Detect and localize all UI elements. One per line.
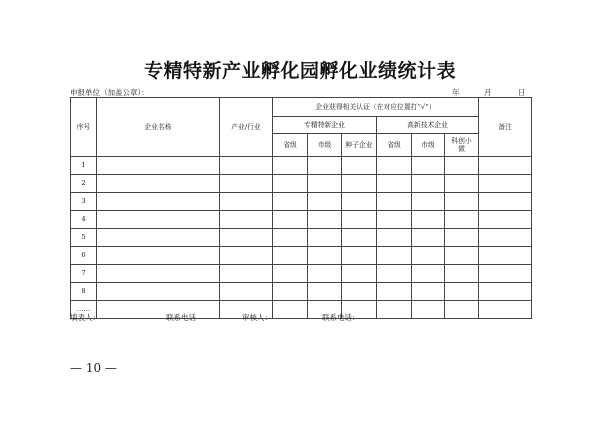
check-cell[interactable] (308, 193, 342, 211)
check-cell[interactable] (377, 247, 412, 265)
check-cell[interactable] (412, 157, 445, 175)
table-row (71, 211, 532, 229)
row-number: 7 (71, 265, 97, 283)
check-cell[interactable] (308, 175, 342, 193)
row-number: 8 (71, 283, 97, 301)
company-name-cell[interactable] (97, 265, 220, 283)
table-title: 专精特新产业孵化园孵化业绩统计表 (143, 60, 456, 82)
check-cell[interactable] (342, 283, 377, 301)
company-name-cell[interactable] (97, 175, 220, 193)
incubation-performance-table (70, 97, 532, 319)
check-cell[interactable] (308, 265, 342, 283)
remarks-cell[interactable] (479, 211, 532, 229)
header-hightech-provincial: 省级 (377, 134, 412, 157)
table-row (71, 157, 532, 175)
filler-label: 填表人： (70, 313, 100, 322)
check-cell[interactable] (273, 229, 308, 247)
row-number: 1 (71, 157, 97, 175)
industry-cell[interactable] (220, 247, 273, 265)
check-cell[interactable] (445, 283, 479, 301)
header-certification-group: 企业获得相关认证（在对应位置打“√”） (273, 98, 479, 117)
row-number: 4 (71, 211, 97, 229)
check-cell[interactable] (273, 283, 308, 301)
remarks-cell[interactable] (479, 229, 532, 247)
table-row (71, 265, 532, 283)
remarks-cell[interactable] (479, 265, 532, 283)
header-specialized-provincial: 省级 (273, 134, 308, 157)
check-cell[interactable] (445, 247, 479, 265)
check-cell[interactable] (342, 265, 377, 283)
check-cell[interactable] (273, 157, 308, 175)
industry-cell[interactable] (220, 157, 273, 175)
company-name-cell[interactable] (97, 247, 220, 265)
check-cell[interactable] (412, 283, 445, 301)
check-cell[interactable] (342, 229, 377, 247)
remarks-cell[interactable] (479, 193, 532, 211)
header-hightech-group: 高新技术企业 (377, 117, 479, 134)
year-label: 年 (452, 88, 460, 97)
check-cell[interactable] (377, 211, 412, 229)
check-cell[interactable] (377, 175, 412, 193)
remarks-cell[interactable] (479, 157, 532, 175)
header-hightech-municipal: 市级 (412, 134, 445, 157)
check-cell[interactable] (412, 175, 445, 193)
check-cell[interactable] (445, 193, 479, 211)
check-cell[interactable] (273, 175, 308, 193)
company-name-cell[interactable] (97, 283, 220, 301)
check-cell[interactable] (412, 229, 445, 247)
check-cell[interactable] (445, 265, 479, 283)
check-cell[interactable] (308, 229, 342, 247)
month-label: 月 (484, 88, 492, 97)
industry-cell[interactable] (220, 211, 273, 229)
page-number: — 10 — (70, 361, 117, 375)
remarks-cell[interactable] (479, 283, 532, 301)
header-company-name: 企业名称 (97, 98, 220, 157)
header-remarks: 备注 (479, 98, 532, 157)
company-name-cell[interactable] (97, 211, 220, 229)
header-seed-enterprise: 种子企业 (342, 134, 377, 157)
check-cell[interactable] (445, 229, 479, 247)
check-cell[interactable] (342, 211, 377, 229)
check-cell[interactable] (412, 193, 445, 211)
header-sci-tech-micro: 科创小 微 (445, 134, 479, 157)
company-name-cell[interactable] (97, 229, 220, 247)
check-cell[interactable] (445, 175, 479, 193)
industry-cell[interactable] (220, 229, 273, 247)
check-cell[interactable] (412, 265, 445, 283)
check-cell[interactable] (445, 211, 479, 229)
row-number: 3 (71, 193, 97, 211)
signature-footer (70, 312, 532, 324)
table-row (71, 283, 532, 301)
header-seq: 序号 (71, 98, 97, 157)
check-cell[interactable] (412, 247, 445, 265)
check-cell[interactable] (273, 193, 308, 211)
table-row (71, 247, 532, 265)
industry-cell[interactable] (220, 265, 273, 283)
remarks-cell[interactable] (479, 175, 532, 193)
check-cell[interactable] (377, 157, 412, 175)
check-cell[interactable] (377, 193, 412, 211)
check-cell[interactable] (308, 211, 342, 229)
check-cell[interactable] (445, 157, 479, 175)
check-cell[interactable] (342, 157, 377, 175)
reviewer-label: 审核人： (242, 313, 272, 322)
header-industry: 产业/行业 (220, 98, 273, 157)
industry-cell[interactable] (220, 193, 273, 211)
check-cell[interactable] (308, 157, 342, 175)
check-cell[interactable] (273, 247, 308, 265)
check-cell[interactable] (342, 247, 377, 265)
table-row (71, 175, 532, 193)
row-number: …… (71, 301, 97, 319)
check-cell[interactable] (412, 211, 445, 229)
check-cell[interactable] (342, 175, 377, 193)
check-cell[interactable] (342, 193, 377, 211)
check-cell[interactable] (308, 283, 342, 301)
table-row (71, 193, 532, 211)
check-cell[interactable] (273, 265, 308, 283)
row-number: 6 (71, 247, 97, 265)
check-cell[interactable] (377, 229, 412, 247)
company-name-cell[interactable] (97, 193, 220, 211)
check-cell[interactable] (377, 283, 412, 301)
table-row (71, 229, 532, 247)
check-cell[interactable] (308, 247, 342, 265)
industry-cell[interactable] (220, 283, 273, 301)
filler-phone-label: 联系电话 (166, 313, 196, 322)
day-label: 日 (518, 88, 526, 97)
industry-cell[interactable] (220, 175, 273, 193)
check-cell[interactable] (273, 211, 308, 229)
row-number: 2 (71, 175, 97, 193)
check-cell[interactable] (377, 265, 412, 283)
reporting-unit-label: 申报单位（加盖公章）： (70, 88, 149, 97)
header-specialized-municipal: 市级 (308, 134, 342, 157)
header-specialized-group: 专精特新企业 (273, 117, 377, 134)
row-number: 5 (71, 229, 97, 247)
reviewer-phone-label: 联系电话： (322, 313, 360, 322)
company-name-cell[interactable] (97, 157, 220, 175)
remarks-cell[interactable] (479, 247, 532, 265)
